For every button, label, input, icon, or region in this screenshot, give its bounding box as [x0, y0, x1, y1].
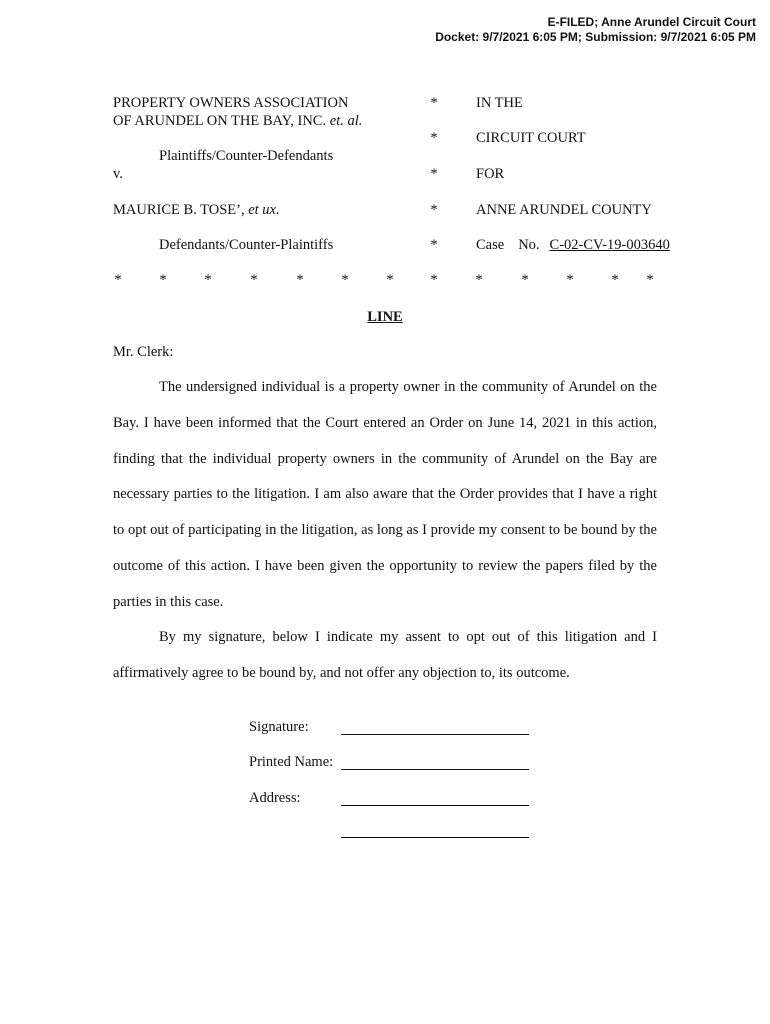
case-number-line: [476, 237, 670, 254]
caption-star: *: [430, 202, 438, 218]
plaintiff-et-al: et. al.: [329, 113, 363, 129]
caption-divider-star: *: [521, 272, 529, 288]
printed-name-label: Printed Name:: [249, 754, 334, 770]
court-line-circuit-court: CIRCUIT COURT: [476, 130, 586, 146]
caption-divider-star: *: [159, 272, 167, 288]
caption-divider-star: *: [475, 272, 483, 288]
caption-divider-star: *: [114, 272, 122, 288]
address-label: Address:: [249, 790, 301, 806]
efiled-stamp-line1: E-FILED; Anne Arundel Circuit Court: [547, 15, 756, 29]
address-line-1[interactable]: [341, 805, 529, 806]
caption-divider-star: *: [646, 272, 654, 288]
case-no-label: No.: [518, 237, 540, 253]
caption-divider-star: *: [204, 272, 212, 288]
caption-divider-star: *: [341, 272, 349, 288]
printed-name-line[interactable]: [341, 769, 529, 770]
plaintiff-role: Plaintiffs/Counter-Defendants: [159, 148, 334, 164]
plaintiff-name-line1: PROPERTY OWNERS ASSOCIATION: [113, 95, 349, 111]
caption-divider-star: *: [386, 272, 394, 288]
caption-star: *: [430, 130, 438, 146]
caption-star: *: [430, 95, 438, 111]
defendant-role: Defendants/Counter-Plaintiffs: [159, 237, 334, 253]
caption-divider-star: *: [296, 272, 304, 288]
signature-label: Signature:: [249, 719, 309, 735]
signature-line[interactable]: [341, 734, 529, 735]
defendant-name-text: MAURICE B. TOSE’,: [113, 202, 245, 218]
body-paragraph-2: [113, 620, 657, 692]
document-title: LINE: [367, 309, 403, 325]
salutation: Mr. Clerk:: [113, 344, 174, 360]
caption-star: *: [430, 237, 438, 253]
case-label: Case: [476, 237, 505, 253]
plaintiff-name-line2-text: OF ARUNDEL ON THE BAY, INC.: [113, 113, 327, 129]
body-paragraph-2-text: By my signature, below I indicate my assent to opt out of this litigation and I affirmatively agree to be bound by, and not offer any objection to, its outcome.: [113, 629, 657, 681]
body-paragraph-1: [113, 370, 657, 621]
defendant-name: [113, 202, 280, 219]
court-line-county: ANNE ARUNDEL COUNTY: [476, 202, 652, 218]
caption-divider-star: *: [566, 272, 574, 288]
court-line-in-the: IN THE: [476, 95, 523, 111]
case-number: C-02-CV-19-003640: [549, 237, 670, 253]
body-paragraph-1-text: The undersigned individual is a property owner in the community of Arundel on the Bay. I have been informed that the Court entered an Order on June 14, 2021 in this action, finding that the individual property owners in the community of Arundel on the Bay are necessary parties to the litigation. I am also aware that the Order provides that I have a right to opt out of participating in the litigation, as long as I provide my consent to be bound by the outcome of this action. I have been given the opportunity to review the papers filed by the parties in this case.: [113, 379, 657, 610]
defendant-et-ux: et ux.: [248, 202, 280, 218]
versus: v.: [113, 166, 123, 182]
caption-divider-star: *: [250, 272, 258, 288]
caption-divider-star: *: [611, 272, 619, 288]
plaintiff-name-line2: [113, 113, 362, 130]
caption-divider-star: *: [430, 272, 438, 288]
efiled-stamp-line2: Docket: 9/7/2021 6:05 PM; Submission: 9/7/2021 6:05 PM: [435, 30, 756, 44]
caption-star: *: [430, 166, 438, 182]
address-line-2[interactable]: [341, 837, 529, 838]
court-line-for: FOR: [476, 166, 505, 182]
